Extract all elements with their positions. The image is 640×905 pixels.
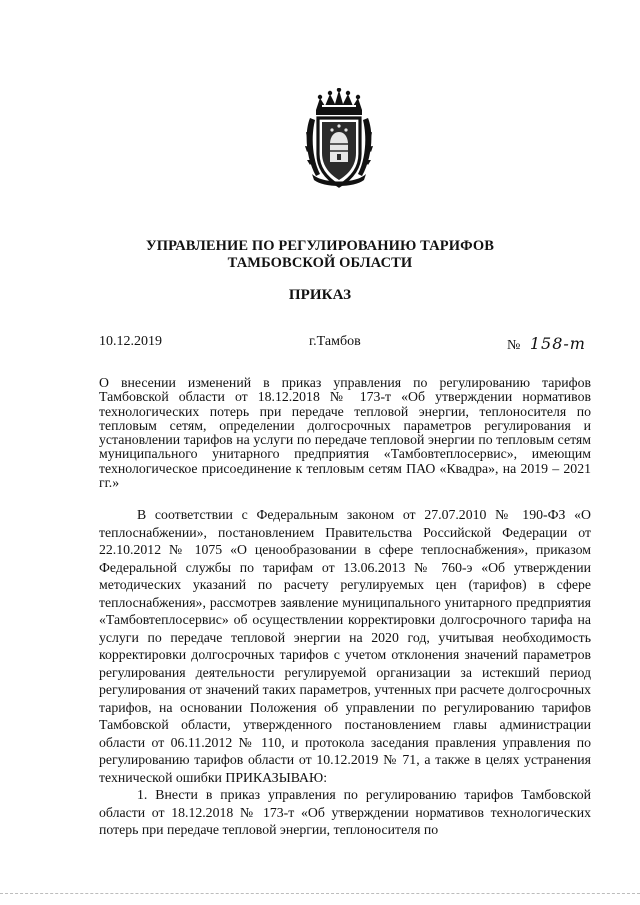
body-paragraph-2: 1. Внести в приказ управления по регулированию тарифов Тамбовской области от 18.12.2018 № 173-т «Об утверждении нормативов технологических потерь при передаче тепловой энергии, теплоносителя по [99,787,591,837]
page-bottom-edge [0,893,640,895]
document-type-title: ПРИКАЗ [288,287,352,303]
document-date: 10.12.2019 [99,334,162,349]
document-body [99,506,591,839]
document-meta-row [0,334,640,354]
authority-title-line1: УПРАВЛЕНИЕ ПО РЕГУЛИРОВАНИЮ ТАРИФОВ [145,238,495,254]
number-sign: № [507,338,521,353]
document-city: г.Тамбов [309,334,361,349]
tambov-coat-of-arms-icon [302,88,376,190]
body-paragraph-1: В соответствии с Федеральным законом от 27.07.2010 № 190-ФЗ «О теплоснабжении», постановлением Правительства Российской Федерации от 22.10.2012 № 1075 «О ценообразовании в сфере теплоснабжения», приказом Федеральной службы по тарифам от 13.06.2013 № 760-э «Об утверждении методических указаний по расчету регулируемых цен (тарифов) в сфере теплоснабжения», рассмотрев заявление муниципального унитарного предприятия «Тамбовтеплосервис» об осуществлении корректировки долгосрочного тарифа на услуги по передаче тепловой энергии на 2020 год, учитывая необходимость корректировки долгосрочных тарифов с учетом отклонения значений параметров регулирования деятельности регулируемой организации за истекший период регулирования от значений таких параметров, учтенных при расчете долгосрочных тарифов, на основании Положения об управлении по регулированию тарифов Тамбовской области, утвержденного постановлением главы администрации области от 06.11.2012 № 110, и протокола заседания правления управления по регулированию тарифов области от 10.12.2019 № 71, а также в целях устранения технической ошибки ПРИКАЗЫВАЮ: [99,507,591,785]
document-number [507,334,586,354]
document-subject: О внесении изменений в приказ управления по регулированию тарифов Тамбовской области от 18.12.2018 № 173-т «Об утверждении нормативов технологических потерь при передаче тепловой энергии, теплоносителя по тепловым сетям, определении долгосрочных параметров регулирования и установлении тарифов на услуги по передаче тепловой энергии по тепловым сетям муниципального унитарного предприятия «Тамбовтеплосервис», имеющим технологическое присоединение к тепловым сетям ПАО «Квадра», на 2019 – 2021 гг.» [99,375,591,491]
authority-title-line2: ТАМБОВСКОЙ ОБЛАСТИ [227,255,413,271]
handwritten-number: 158-т [529,334,586,353]
